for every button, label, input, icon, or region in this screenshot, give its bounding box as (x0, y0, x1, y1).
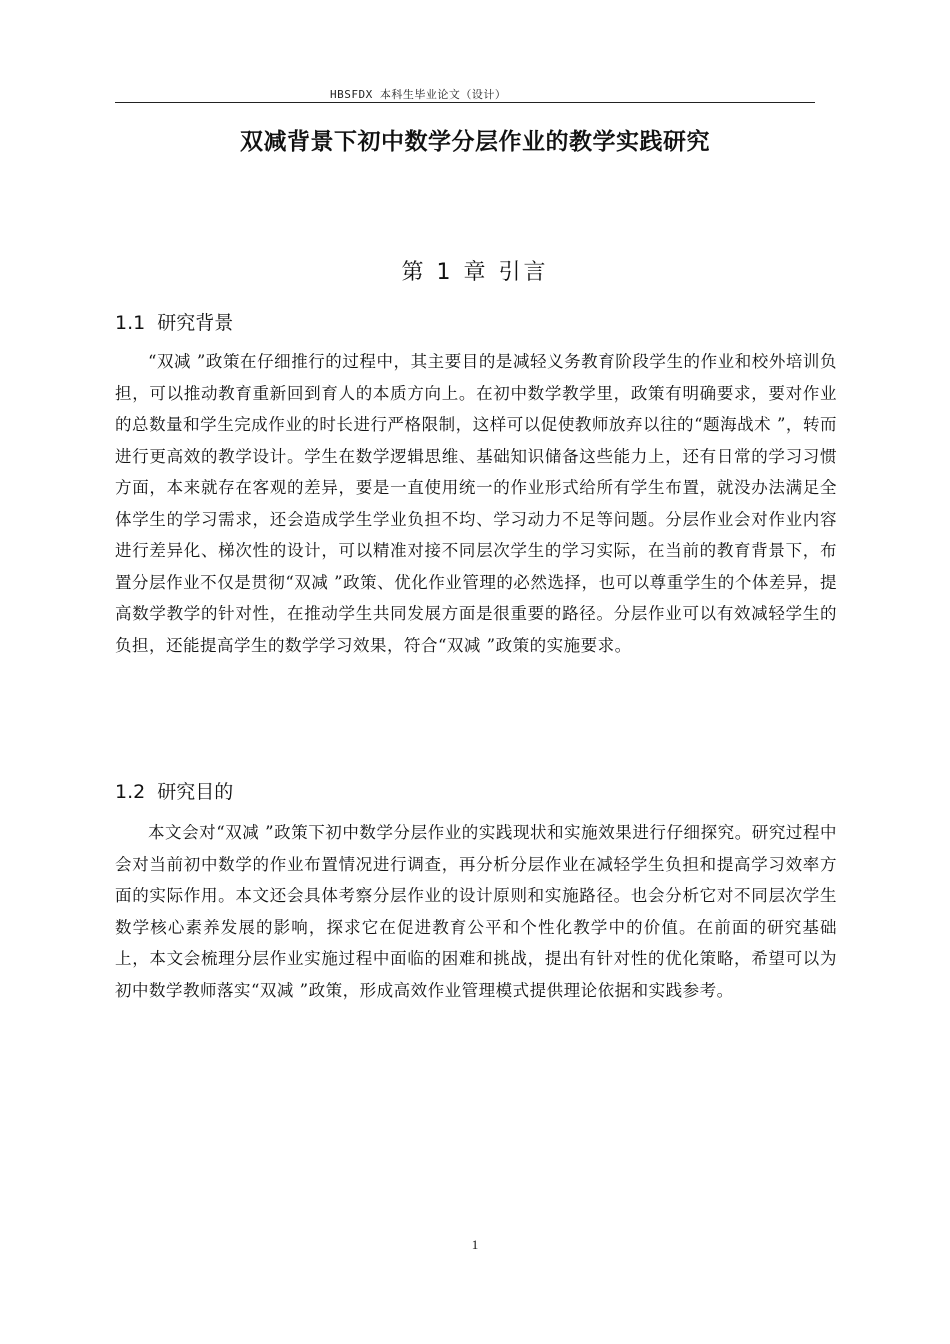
running-header (115, 88, 815, 103)
paragraph-research-purpose: 本文会对“双减 ”政策下初中数学分层作业的实践现状和实施效果进行仔细探究。研究过程中会对当前初中数学的作业布置情况进行调查，再分析分层作业在减轻学生负担和提高学习效率方面的实际作用。本文还会具体考察分层作业的设计原则和实施路径。也会分析它对不同层次学生数学核心素养发展的影响，探求它在促进教育公平和个性化教学中的价值。在前面的研究基础上，本文会梳理分层作业实施过程中面临的困难和挑战，提出有针对性的优化策略，希望可以为初中数学教师落实“双减 ”政策，形成高效作业管理模式提供理论依据和实践参考。 (115, 823, 837, 1000)
paragraph-research-background: “双减 ”政策在仔细推行的过程中，其主要目的是减轻义务教育阶段学生的作业和校外培训负担，可以推动教育重新回到育人的本质方向上。在初中数学教学里，政策有明确要求，要对作业的总数量和学生完成作业的时长进行严格限制，这样可以促使教师放弃以往的“题海战术 ”，转而进行更高效的教学设计。学生在数学逻辑思维、基础知识储备这些能力上，还有日常的学习习惯方面，本来就存在客观的差异，要是一直使用统一的作业形式给所有学生布置，就没办法满足全体学生的学习需求，还会造成学生学业负担不均、学习动力不足等问题。分层作业会对作业内容进行差异化、梯次性的设计，可以精准对接不同层次学生的学习实际，在当前的教育背景下，布置分层作业不仅是贯彻“双减 ”政策、优化作业管理的必然选择，也可以尊重学生的个体差异，提高数学教学的针对性，在推动学生共同发展方面是很重要的路径。分层作业可以有效减轻学生的负担，还能提高学生的数学学习效果，符合“双减 ”政策的实施要求。 (115, 352, 837, 655)
page-number: 1 (471, 1237, 479, 1252)
section-heading-1-1 (115, 308, 233, 335)
header-text: HBSFDX 本科生毕业论文（设计） (330, 88, 507, 101)
section-number: 1.2 (115, 781, 146, 803)
section-title: 研究目的 (157, 781, 234, 803)
paper-title: 双减背景下初中数学分层作业的教学实践研究 (240, 129, 710, 155)
section-number: 1.1 (115, 312, 146, 334)
chapter-title: 第 1 章 引言 (401, 260, 549, 285)
section-title: 研究背景 (157, 312, 234, 334)
section-heading-1-2 (115, 777, 233, 804)
